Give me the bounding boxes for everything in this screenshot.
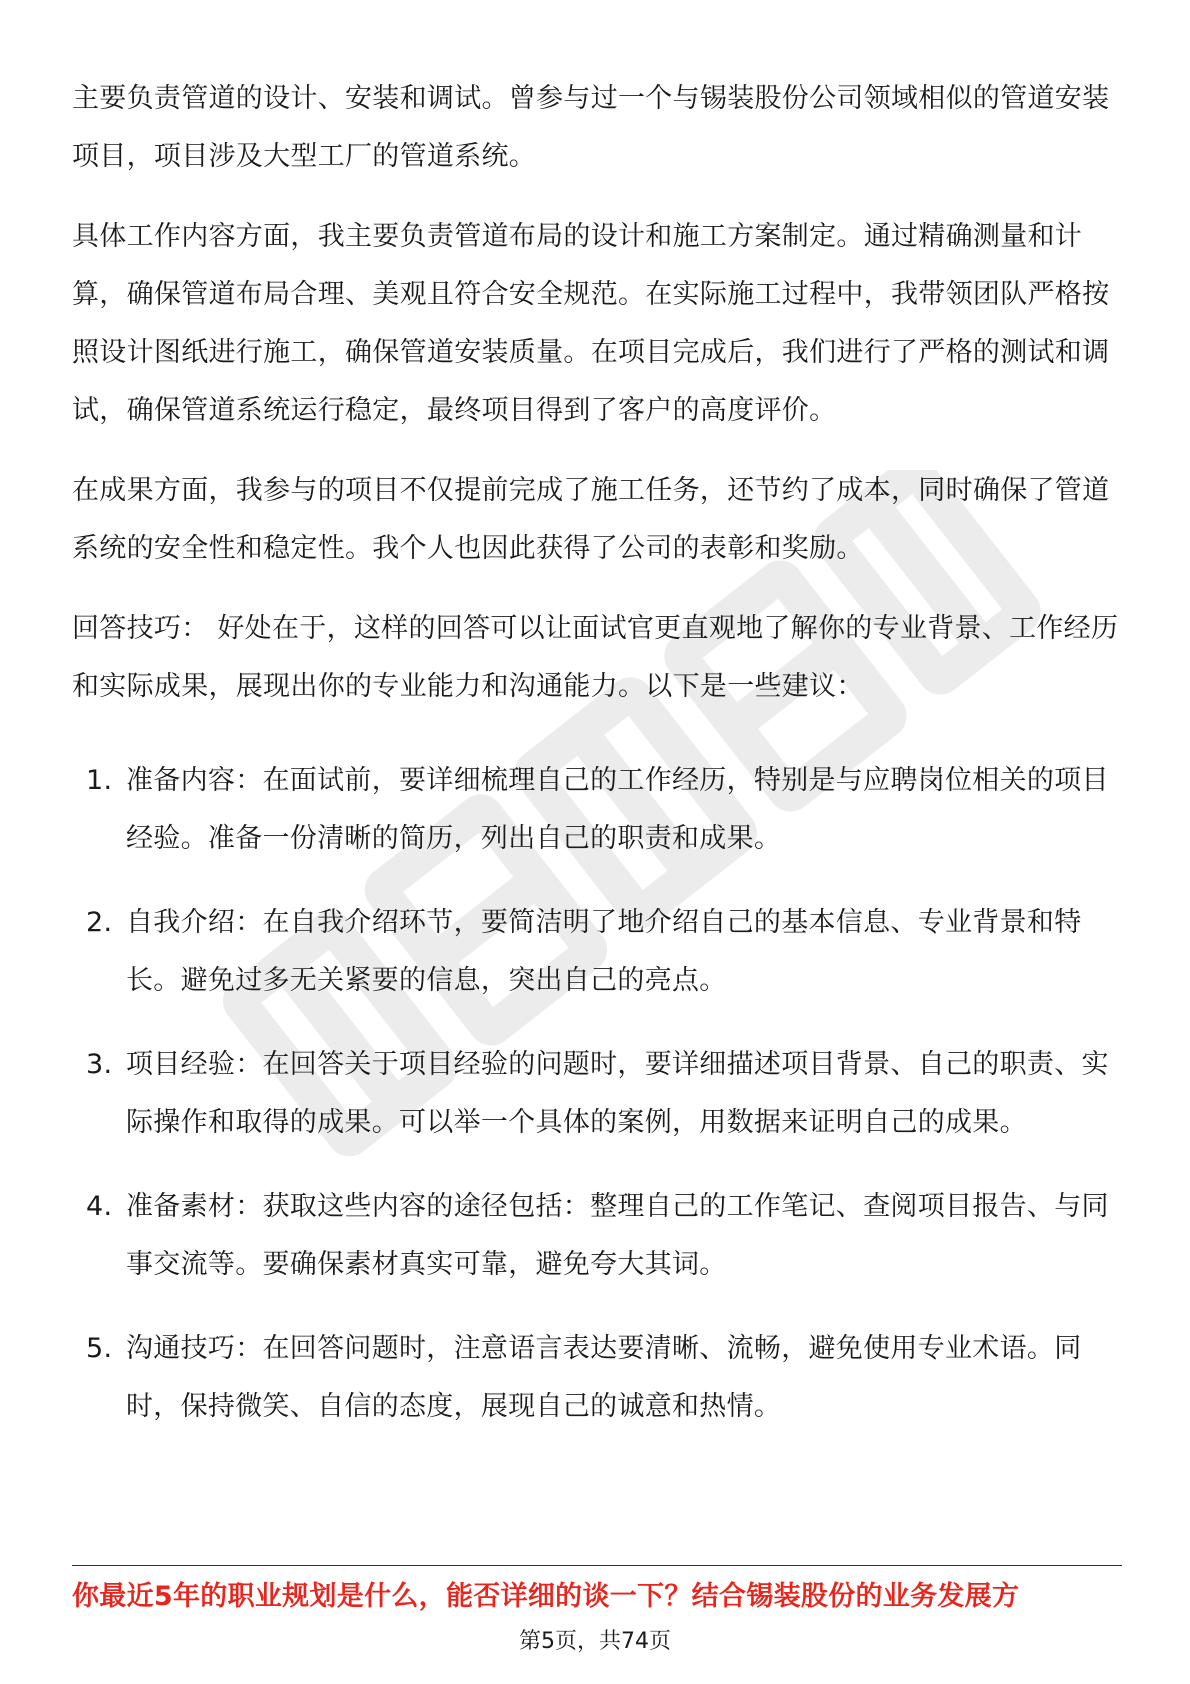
list-item	[72, 1178, 1122, 1294]
list-item-text: 准备素材：获取这些内容的途径包括：整理自己的工作笔记、查阅项目报告、与同事交流等。要确保素材真实可靠，避免夸大其词。	[126, 1191, 1109, 1280]
page-number: 第5页，共74页	[519, 1629, 671, 1654]
list-item-number: 1.	[86, 765, 113, 796]
list-item-text: 项目经验：在回答关于项目经验的问题时，要详细描述项目背景、自己的职责、实际操作和取得的成果。可以举一个具体的案例，用数据来证明自己的成果。	[126, 1049, 1109, 1138]
list-item	[72, 1036, 1122, 1152]
paragraph-answer-tips: 回答技巧： 好处在于，这样的回答可以让面试官更直观地了解你的专业背景、工作经历和实际成果，展现出你的专业能力和沟通能力。以下是一些建议：	[72, 613, 1119, 702]
list-item-text: 准备内容：在面试前，要详细梳理自己的工作经历，特别是与应聘岗位相关的项目经验。准备一份清晰的简历，列出自己的职责和成果。	[126, 765, 1109, 854]
list-item-number: 5.	[86, 1333, 113, 1364]
section-divider	[72, 1565, 1122, 1566]
paragraph-work-content: 具体工作内容方面，我主要负责管道布局的设计和施工方案制定。通过精确测量和计算，确保管道布局合理、美观且符合安全规范。在实际施工过程中，我带领团队严格按照设计图纸进行施工，确保管道安装质量。在项目完成后，我们进行了严格的测试和调试，确保管道系统运行稳定，最终项目得到了客户的高度评价。	[72, 221, 1110, 426]
list-item	[72, 1320, 1122, 1436]
next-question-heading: 你最近5年的职业规划是什么，能否详细的谈一下？结合锡装股份的业务发展方	[72, 1581, 1020, 1612]
main-content	[72, 70, 1122, 1462]
list-item-number: 4.	[86, 1191, 113, 1222]
list-item	[72, 894, 1122, 1010]
paragraph-project-role: 主要负责管道的设计、安装和调试。曾参与过一个与锡装股份公司领域相似的管道安装项目，项目涉及大型工厂的管道系统。	[72, 83, 1110, 172]
tips-list	[72, 752, 1122, 1436]
paragraph-results: 在成果方面，我参与的项目不仅提前完成了施工任务，还节约了成本，同时确保了管道系统的安全性和稳定性。我个人也因此获得了公司的表彰和奖励。	[72, 475, 1110, 564]
list-item-number: 2.	[86, 907, 113, 938]
list-item-text: 自我介绍：在自我介绍环节，要简洁明了地介绍自己的基本信息、专业背景和特长。避免过多无关紧要的信息，突出自己的亮点。	[126, 907, 1082, 996]
list-item-text: 沟通技巧：在回答问题时，注意语言表达要清晰、流畅，避免使用专业术语。同时，保持微笑、自信的态度，展现自己的诚意和热情。	[126, 1333, 1082, 1422]
list-item-number: 3.	[86, 1049, 113, 1080]
list-item	[72, 752, 1122, 868]
